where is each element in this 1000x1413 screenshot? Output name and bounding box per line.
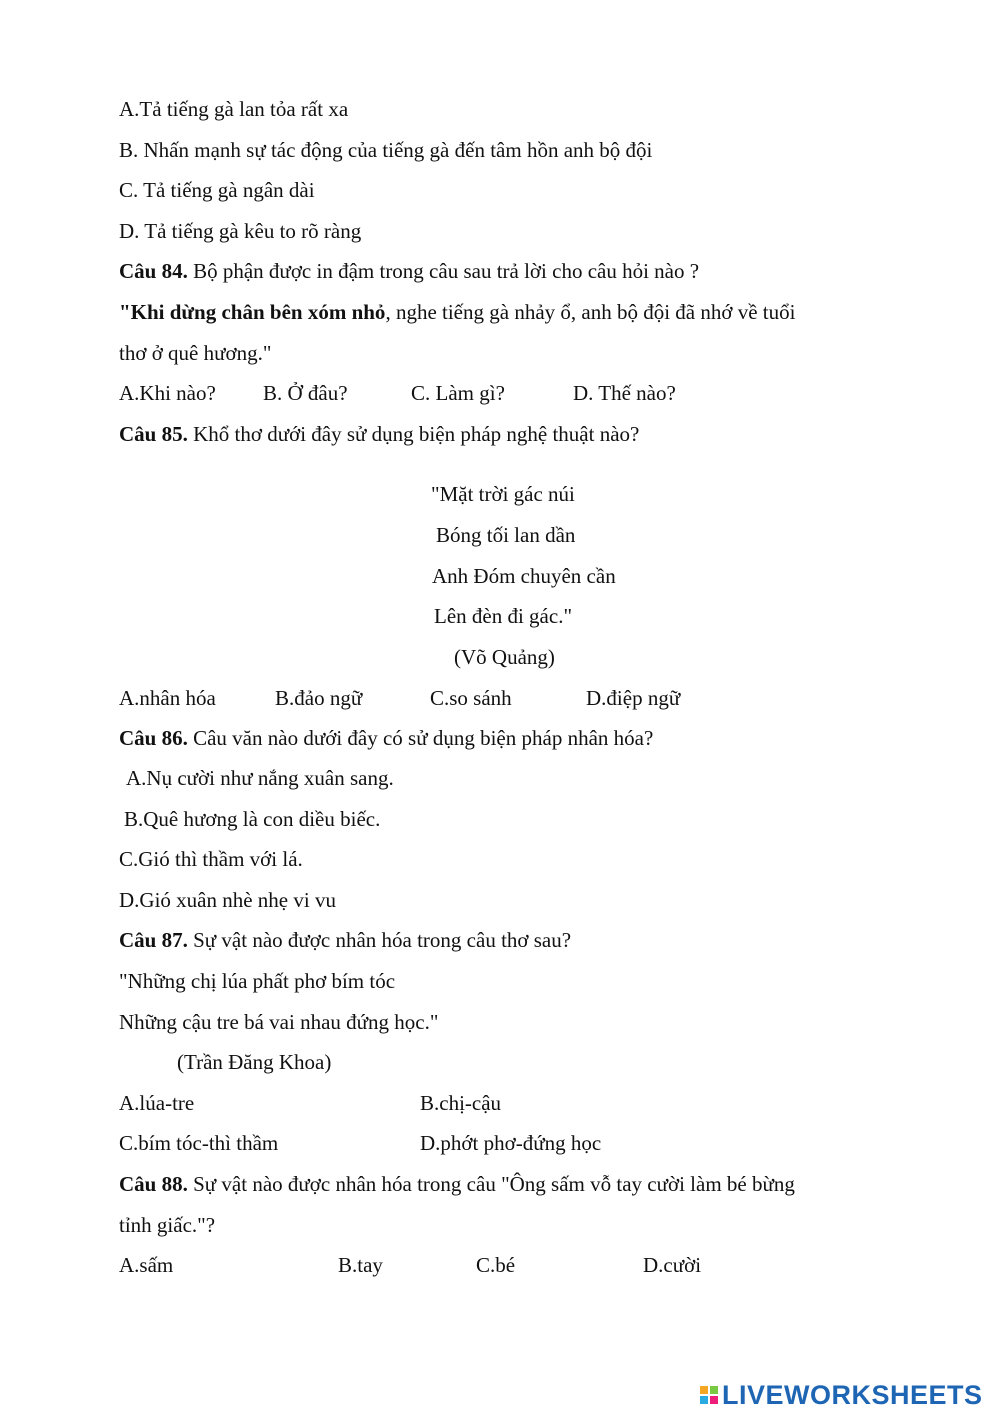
q88-option-c: C.bé bbox=[476, 1253, 516, 1277]
logo-square bbox=[700, 1386, 708, 1394]
q85-question bbox=[119, 421, 639, 447]
q87-quote-line1: "Những chị lúa phất phơ bím tóc bbox=[119, 969, 396, 993]
q84-option-c: C. Làm gì? bbox=[411, 381, 505, 405]
q85-poem-author: (Võ Quảng) bbox=[454, 645, 555, 669]
logo-square bbox=[710, 1386, 718, 1394]
q84-option-a: A.Khi nào? bbox=[119, 381, 216, 405]
q84-quote bbox=[119, 299, 795, 325]
q87-quote-line2: Những cậu tre bá vai nhau đứng học." bbox=[119, 1010, 439, 1034]
q83-option-c: C. Tả tiếng gà ngân dài bbox=[119, 178, 315, 202]
q87-question bbox=[119, 927, 571, 953]
q88-option-a: A.sấm bbox=[119, 1253, 174, 1277]
q87-option-a: A.lúa-tre bbox=[119, 1091, 195, 1115]
liveworksheets-logo[interactable] bbox=[700, 1378, 983, 1412]
liveworksheets-logo-icon bbox=[700, 1386, 718, 1404]
q86-text: Câu văn nào dưới đây có sử dụng biện pháp nhân hóa? bbox=[187, 726, 654, 750]
q85-option-d: D.điệp ngữ bbox=[586, 686, 681, 710]
q85-poem-line1: "Mặt trời gác núi bbox=[431, 482, 575, 506]
q88-option-d: D.cười bbox=[643, 1253, 702, 1277]
q83-option-b: B. Nhấn mạnh sự tác động của tiếng gà đến tâm hồn anh bộ đội bbox=[119, 138, 653, 162]
q84-question bbox=[119, 258, 699, 284]
q84-quote-bold: "Khi dừng chân bên xóm nhỏ bbox=[119, 300, 386, 324]
q88-question-line2: tỉnh giấc."? bbox=[119, 1213, 216, 1237]
q85-option-b: B.đảo ngữ bbox=[275, 686, 363, 710]
q87-quote-author: (Trần Đăng Khoa) bbox=[177, 1050, 332, 1074]
q85-poem-line2: Bóng tối lan dần bbox=[436, 523, 576, 547]
liveworksheets-logo-text: LIVEWORKSHEETS bbox=[722, 1379, 983, 1410]
q85-text: Khổ thơ dưới đây sử dụng biện pháp nghệ thuật nào? bbox=[187, 422, 640, 446]
q85-option-a: A.nhân hóa bbox=[119, 686, 216, 710]
q88-question bbox=[119, 1171, 795, 1197]
q87-option-b: B.chị-cậu bbox=[420, 1091, 502, 1115]
logo-square bbox=[700, 1396, 708, 1404]
q85-poem-line4: Lên đèn đi gác." bbox=[434, 604, 573, 628]
q88-text: Sự vật nào được nhân hóa trong câu "Ông sấm vỗ tay cười làm bé bừng bbox=[187, 1172, 795, 1196]
q87-text: Sự vật nào được nhân hóa trong câu thơ sau? bbox=[187, 928, 572, 952]
q84-quote-line2: thơ ở quê hương." bbox=[119, 341, 272, 365]
q87-label: Câu 87. bbox=[119, 928, 188, 952]
q86-option-c: C.Gió thì thầm với lá. bbox=[119, 847, 303, 871]
q84-quote-rest: , nghe tiếng gà nhảy ổ, anh bộ đội đã nhớ về tuổi bbox=[385, 300, 796, 324]
q86-label: Câu 86. bbox=[119, 726, 188, 750]
q86-option-b: B.Quê hương là con diều biếc. bbox=[124, 807, 381, 831]
q84-text: Bộ phận được in đậm trong câu sau trả lời cho câu hỏi nào ? bbox=[187, 259, 700, 283]
q84-option-b: B. Ở đâu? bbox=[263, 381, 348, 405]
q86-option-a: A.Nụ cười như nắng xuân sang. bbox=[126, 766, 394, 790]
q86-option-d: D.Gió xuân nhè nhẹ vi vu bbox=[119, 888, 336, 912]
q85-poem-line3: Anh Đóm chuyên cần bbox=[432, 564, 616, 588]
q83-option-d: D. Tả tiếng gà kêu to rõ ràng bbox=[119, 219, 362, 243]
logo-square bbox=[710, 1396, 718, 1404]
q88-option-b: B.tay bbox=[338, 1253, 383, 1277]
q87-option-d: D.phớt phơ-đứng học bbox=[420, 1131, 602, 1155]
q83-option-a: A.Tả tiếng gà lan tỏa rất xa bbox=[119, 97, 349, 121]
q85-label: Câu 85. bbox=[119, 422, 188, 446]
q84-option-d: D. Thế nào? bbox=[573, 381, 676, 405]
q84-label: Câu 84. bbox=[119, 259, 188, 283]
q85-option-c: C.so sánh bbox=[430, 686, 512, 710]
q87-option-c: C.bím tóc-thì thầm bbox=[119, 1131, 279, 1155]
q86-question bbox=[119, 725, 653, 751]
q88-label: Câu 88. bbox=[119, 1172, 188, 1196]
